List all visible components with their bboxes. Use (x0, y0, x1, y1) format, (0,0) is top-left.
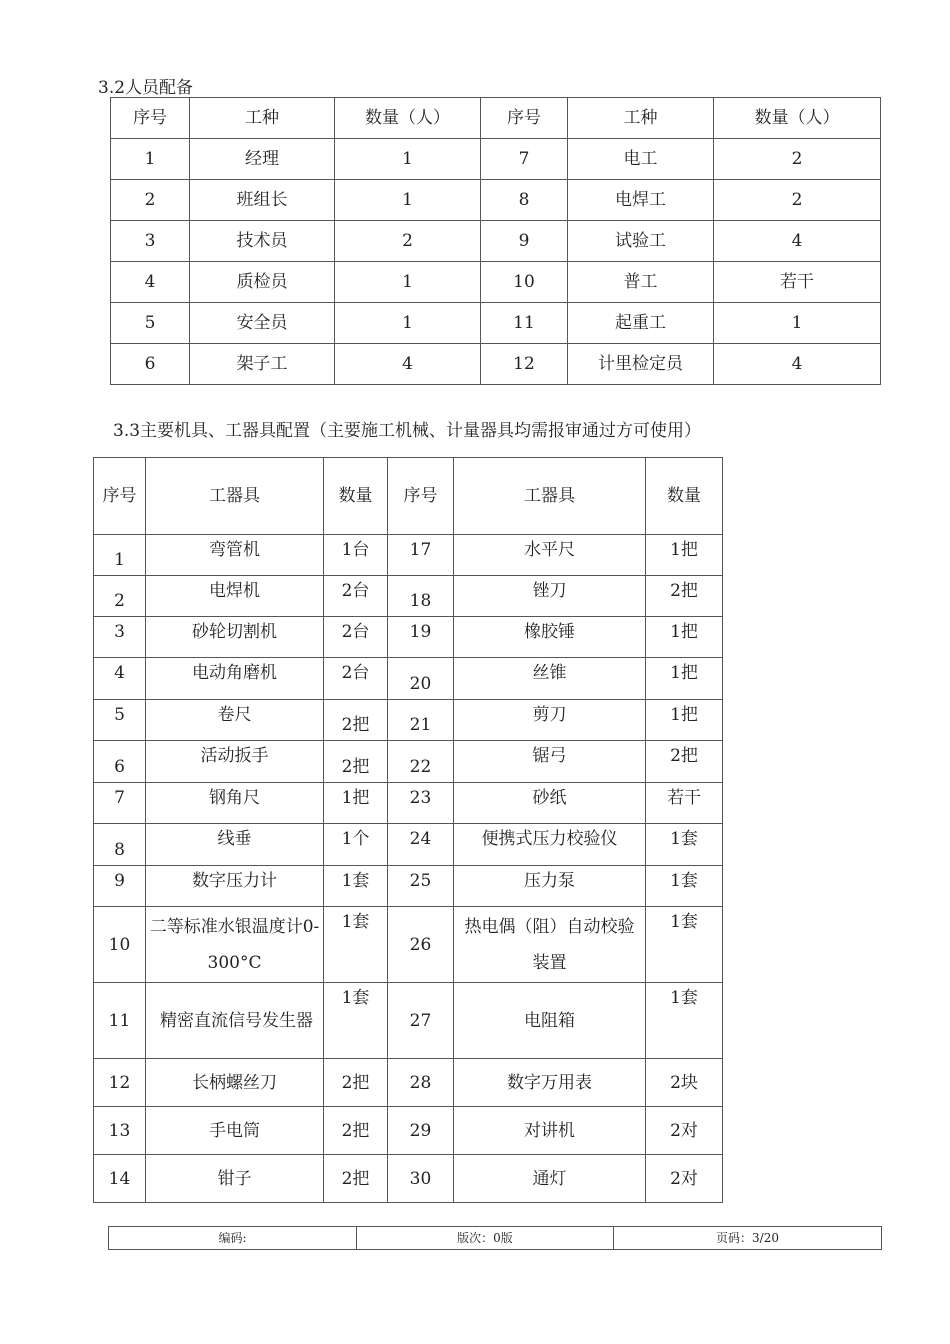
table-row (111, 139, 881, 180)
table-cell: 1套 (646, 866, 723, 907)
page-footer (108, 1226, 882, 1250)
table-cell: 21 (388, 700, 454, 741)
table-cell: 19 (388, 617, 454, 658)
table-cell: 弯管机 (146, 535, 324, 576)
table-cell: 电工 (568, 139, 714, 180)
table-cell: 压力泵 (454, 866, 646, 907)
table-cell: 二等标准水银温度计0-300°C (146, 907, 324, 983)
table-cell: 2台 (324, 617, 388, 658)
table-cell: 1把 (324, 783, 388, 824)
header-cell: 工器具 (146, 458, 324, 535)
table-cell: 质检员 (190, 262, 335, 303)
table-cell: 26 (388, 907, 454, 983)
header-cell: 数量（人） (335, 98, 481, 139)
table-cell: 数字压力计 (146, 866, 324, 907)
table-cell: 1台 (324, 535, 388, 576)
header-cell: 序号 (388, 458, 454, 535)
table-cell: 9 (481, 221, 568, 262)
tools-table (93, 457, 723, 1203)
table-cell: 普工 (568, 262, 714, 303)
table-cell: 2把 (646, 576, 723, 617)
table-cell: 2 (714, 139, 881, 180)
table-cell: 1把 (646, 700, 723, 741)
table-cell: 7 (481, 139, 568, 180)
table-cell: 长柄螺丝刀 (146, 1059, 324, 1107)
document-version: 版次：0版 (357, 1227, 614, 1250)
table-cell: 2 (714, 180, 881, 221)
table-cell: 橡胶锤 (454, 617, 646, 658)
table-cell: 手电筒 (146, 1107, 324, 1155)
table-cell: 1套 (646, 983, 723, 1059)
table-cell: 2 (94, 576, 146, 617)
table-cell: 11 (481, 303, 568, 344)
table-cell: 1 (714, 303, 881, 344)
table-cell: 1套 (646, 907, 723, 983)
table-cell: 12 (481, 344, 568, 385)
table-cell: 8 (94, 824, 146, 866)
table-cell: 2台 (324, 576, 388, 617)
table-cell: 6 (94, 741, 146, 783)
table-cell: 27 (388, 983, 454, 1059)
table-cell: 29 (388, 1107, 454, 1155)
table-cell: 技术员 (190, 221, 335, 262)
table-cell: 4 (94, 658, 146, 700)
table-cell: 7 (94, 783, 146, 824)
table-cell: 1套 (324, 866, 388, 907)
table-cell: 锉刀 (454, 576, 646, 617)
page-number: 页码：3/20 (614, 1227, 882, 1250)
table-cell: 1 (111, 139, 190, 180)
table-cell: 17 (388, 535, 454, 576)
table-cell: 5 (111, 303, 190, 344)
table-row (94, 1059, 723, 1107)
table-cell: 试验工 (568, 221, 714, 262)
table-cell: 热电偶（阻）自动校验装置 (454, 907, 646, 983)
table-cell: 10 (94, 907, 146, 983)
table-cell: 9 (94, 866, 146, 907)
table-cell: 砂轮切割机 (146, 617, 324, 658)
table-cell: 若干 (646, 783, 723, 824)
table-cell: 4 (111, 262, 190, 303)
table-row (111, 180, 881, 221)
table-cell: 数字万用表 (454, 1059, 646, 1107)
table-row (111, 303, 881, 344)
table-cell: 1 (335, 139, 481, 180)
table-cell: 12 (94, 1059, 146, 1107)
document-code: 编码: (109, 1227, 357, 1250)
table-cell: 1个 (324, 824, 388, 866)
table-cell: 2台 (324, 658, 388, 700)
table-cell: 线垂 (146, 824, 324, 866)
table-cell: 1把 (646, 535, 723, 576)
table-cell: 6 (111, 344, 190, 385)
table-cell: 丝锥 (454, 658, 646, 700)
table-cell: 2对 (646, 1107, 723, 1155)
table-cell: 5 (94, 700, 146, 741)
table-cell: 4 (714, 344, 881, 385)
table-cell: 1套 (324, 907, 388, 983)
table-row (94, 741, 723, 783)
table-cell: 精密直流信号发生器 (146, 983, 324, 1059)
header-cell: 数量 (646, 458, 723, 535)
header-cell: 工种 (568, 98, 714, 139)
table-cell: 活动扳手 (146, 741, 324, 783)
table-row (94, 1155, 723, 1203)
table-cell: 2对 (646, 1155, 723, 1203)
header-cell: 序号 (481, 98, 568, 139)
table-cell: 班组长 (190, 180, 335, 221)
table-cell: 剪刀 (454, 700, 646, 741)
table-header-row (94, 458, 723, 535)
header-cell: 工器具 (454, 458, 646, 535)
table-row (94, 576, 723, 617)
table-cell: 电动角磨机 (146, 658, 324, 700)
section-3-2-heading: 3.2人员配备 (98, 78, 194, 98)
table-cell: 14 (94, 1155, 146, 1203)
table-cell: 3 (111, 221, 190, 262)
table-cell: 24 (388, 824, 454, 866)
table-cell: 30 (388, 1155, 454, 1203)
table-cell: 11 (94, 983, 146, 1059)
table-cell: 20 (388, 658, 454, 700)
table-cell: 起重工 (568, 303, 714, 344)
table-row (94, 617, 723, 658)
table-cell: 2把 (324, 741, 388, 783)
table-cell: 电阻箱 (454, 983, 646, 1059)
table-cell: 砂纸 (454, 783, 646, 824)
table-cell: 23 (388, 783, 454, 824)
table-row (94, 783, 723, 824)
table-row (94, 824, 723, 866)
table-cell: 经理 (190, 139, 335, 180)
header-cell: 数量 (324, 458, 388, 535)
header-cell: 序号 (94, 458, 146, 535)
table-row (94, 907, 723, 983)
table-cell: 2把 (324, 1107, 388, 1155)
header-cell: 序号 (111, 98, 190, 139)
table-cell: 卷尺 (146, 700, 324, 741)
table-cell: 22 (388, 741, 454, 783)
table-cell: 28 (388, 1059, 454, 1107)
table-cell: 电焊机 (146, 576, 324, 617)
table-cell: 钢角尺 (146, 783, 324, 824)
table-cell: 1套 (324, 983, 388, 1059)
table-cell: 计里检定员 (568, 344, 714, 385)
table-row (94, 866, 723, 907)
table-row (111, 344, 881, 385)
table-cell: 便携式压力校验仪 (454, 824, 646, 866)
footer-row (109, 1227, 882, 1250)
table-cell: 安全员 (190, 303, 335, 344)
table-cell: 10 (481, 262, 568, 303)
table-cell: 1把 (646, 617, 723, 658)
table-cell: 2把 (324, 1155, 388, 1203)
table-cell: 水平尺 (454, 535, 646, 576)
table-row (94, 700, 723, 741)
table-cell: 钳子 (146, 1155, 324, 1203)
table-cell: 2把 (324, 1059, 388, 1107)
table-cell: 2 (335, 221, 481, 262)
table-cell: 1套 (646, 824, 723, 866)
table-cell: 3 (94, 617, 146, 658)
staffing-table (110, 97, 881, 385)
table-cell: 4 (714, 221, 881, 262)
table-cell: 4 (335, 344, 481, 385)
table-cell: 1 (335, 180, 481, 221)
table-row (94, 535, 723, 576)
table-cell: 13 (94, 1107, 146, 1155)
table-row (111, 221, 881, 262)
table-header-row (111, 98, 881, 139)
table-row (94, 1107, 723, 1155)
table-cell: 1 (94, 535, 146, 576)
table-row (111, 262, 881, 303)
table-cell: 2 (111, 180, 190, 221)
header-cell: 工种 (190, 98, 335, 139)
table-cell: 2把 (324, 700, 388, 741)
table-cell: 架子工 (190, 344, 335, 385)
table-cell: 若干 (714, 262, 881, 303)
table-cell: 8 (481, 180, 568, 221)
table-row (94, 658, 723, 700)
table-row (94, 983, 723, 1059)
table-cell: 对讲机 (454, 1107, 646, 1155)
table-cell: 2把 (646, 741, 723, 783)
table-cell: 18 (388, 576, 454, 617)
table-cell: 1把 (646, 658, 723, 700)
header-cell: 数量（人） (714, 98, 881, 139)
table-cell: 1 (335, 262, 481, 303)
table-cell: 锯弓 (454, 741, 646, 783)
table-cell: 通灯 (454, 1155, 646, 1203)
table-cell: 电焊工 (568, 180, 714, 221)
table-cell: 1 (335, 303, 481, 344)
section-3-3-heading: 3.3主要机具、工器具配置（主要施工机械、计量器具均需报审通过方可使用） (113, 421, 702, 441)
table-cell: 2块 (646, 1059, 723, 1107)
table-cell: 25 (388, 866, 454, 907)
